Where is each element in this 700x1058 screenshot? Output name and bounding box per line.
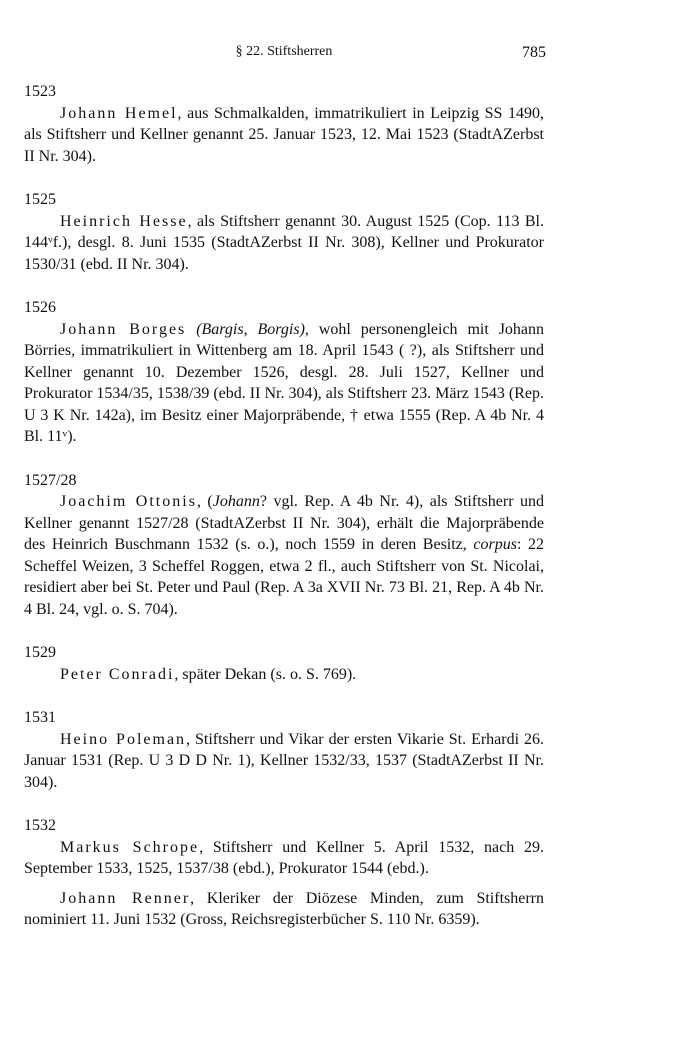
person-name: Heinrich Hesse [60,212,188,230]
entry-paragraph [24,837,544,880]
name-variants: Johann [212,493,260,510]
entry-paragraph [24,888,544,931]
entry-1532 [24,815,544,931]
page-number: 785 [522,44,546,61]
entry-paragraph [24,664,544,686]
entry-paragraph [24,103,544,168]
entry-year: 1531 [24,709,56,726]
entry-year: 1523 [24,83,56,100]
person-name: Peter Conradi [60,665,175,683]
person-name: Johann Renner [60,889,191,907]
entry-text: , ( [196,493,213,510]
person-name: Joachim Ottonis [60,493,197,510]
entry-text: : 22 Scheffel Weizen, 3 Scheffel Roggen, etwa 2 fl., auch Stiftsherr von St. Nicolai, residiert aber bei St. Peter und Paul (Rep. A 3a XVII Nr. 73 Bl. 21, Rep. A 4b Nr. 4 Bl. 24, vgl. o. S. 704). [24,536,544,618]
entry-year: 1526 [24,299,56,316]
entry-1523 [24,81,544,167]
entry-text: ? vgl. Rep. A 4b Nr. 4), als Stiftsherr und Kellner genannt 1527/28 (StadtAZerbst II Nr. 304), erhält die Majorpräbende des Heinrich Buschmann 1532 (s. o.), noch 1559 in deren Besitz, [24,493,545,553]
person-name: Johann Hemel [60,104,178,122]
running-title: § 22. Stiftsherren [235,44,333,59]
entry-text: , Stiftsherr und Vikar der ersten Vikarie St. Erhardi 26. Januar 1531 (Rep. U 3 D D Nr. 1), Kellner 1532/33, 1537 (StadtAZerbst II Nr. 304). [24,730,545,791]
entry-year: 1529 [24,644,56,661]
person-name: Johann Borges [60,320,187,338]
entry-year: 1527/28 [24,471,77,489]
entry-1529 [24,642,544,685]
person-name: Heino Poleman [60,730,187,748]
name-variants: (Bargis, Borgis) [196,320,305,338]
body-text [24,81,544,953]
entry-year: 1525 [24,191,56,208]
entry-1531 [24,707,544,793]
entry-text: , aus Schmalkalden, immatrikuliert in Leipzig SS 1490, als Stiftsherr und Kellner genannt 25. Januar 1523, 12. Mai 1523 (StadtAZerbst II Nr. 304). [24,104,544,165]
latin-term: corpus [473,536,517,553]
entry-text: , Stiftsherr und Kellner 5. April 1532, nach 29. September 1533, 1525, 1537/38 (ebd.), Prokurator 1544 (ebd.). [24,838,545,877]
page-header [24,44,544,66]
entry-paragraph [24,491,544,620]
entry-1526 [24,297,544,448]
entry-paragraph [24,211,544,276]
entry-text: , wohl personengleich mit Johann Börries, immatrikuliert in Wittenberg am 18. April 1543 ( ?), als Stiftsherr und Kellner genannt 10. Dezember 1526, desgl. 28. Juli 1527, Kellner und Prokurator 1534/35, 1538/39 (ebd. II Nr. 304), als Stiftsherr 23. März 1543 (Rep. U 3 K Nr. 142a), im Besitz einer Majorpräbende, † etwa 1555 (Rep. A 4b Nr. 4 Bl. 11ᵛ). [24,320,545,445]
person-name: Markus Schrope [60,838,200,856]
entry-1527-28 [24,470,544,621]
entry-text: , später Dekan (s. o. S. 769). [174,665,357,683]
entry-1525 [24,189,544,275]
entry-year: 1532 [24,817,56,834]
entry-text: , als Stiftsherr genannt 30. August 1525 (Cop. 113 Bl. 144ᵛf.), desgl. 8. Juni 1535 (StadtAZerbst II Nr. 308), Kellner und Prokurator 1530/31 (ebd. II Nr. 304). [24,212,545,273]
entry-paragraph [24,319,544,448]
entry-paragraph [24,729,544,794]
entry-text: , Kleriker der Diözese Minden, zum Stiftsherrn nominiert 11. Juni 1532 (Gross, Reichsregisterbücher S. 110 Nr. 6359). [24,889,544,928]
